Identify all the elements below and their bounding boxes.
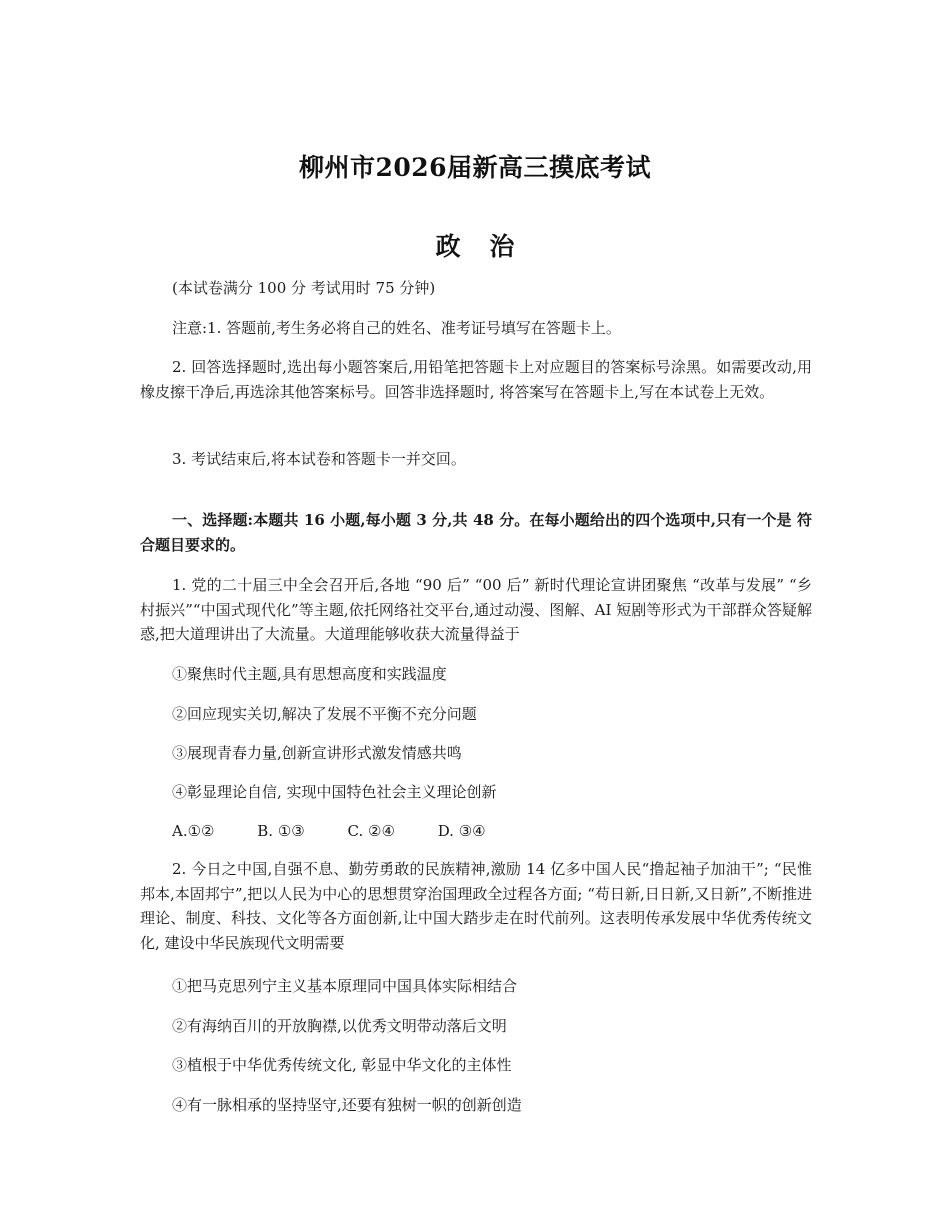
option-b: B. ①③ xyxy=(257,822,305,840)
question-2-item-4: ④有一脉相承的坚持坚守,还要有独树一帜的创新创造 xyxy=(172,1096,522,1114)
option-d: D. ③④ xyxy=(437,822,486,840)
question-2-item-3: ③植根于中华优秀传统文化, 彰显中华文化的主体性 xyxy=(172,1056,512,1074)
question-1-item-2: ②回应现实关切,解决了发展不平衡不充分问题 xyxy=(172,705,477,723)
section-heading: 一、选择题:本题共 16 小题,每小题 3 分,共 48 分。在每小题给出的四个选项中,只有一个是 符合题目要求的。 xyxy=(140,511,812,554)
question-1-item-3: ③展现青春力量,创新宣讲形式激发情感共鸣 xyxy=(172,744,462,762)
question-2-stem: 2. 今日之中国,自强不息、勤劳勇敢的民族精神,激励 14 亿多中国人民“撸起袖子加油干”; “民惟邦本,本固邦宁”,把以人民为中心的思想贯穿治国理政全过程各方面; “苟日新,日日新,又日新”,不断推进理论、制度、科技、文化等各方面创新,让中国大踏步走在时代前列。这表明传承发展中华优秀传统文化, 建设中华民族现代文明需要 xyxy=(140,860,812,952)
question-1-options xyxy=(172,819,812,843)
question-1-item-4: ④彰显理论自信, 实现中国特色社会主义理论创新 xyxy=(172,783,497,801)
note-2: 2. 回答选择题时,选出每小题答案后,用铅笔把答题卡上对应题目的答案标号涂黑。如需要改动,用橡皮擦干净后,再选涂其他答案标号。回答非选择题时, 将答案写在答题卡上,写在本试卷上无效。 xyxy=(140,358,812,401)
question-2-item-1: ①把马克思列宁主义基本原理同中国具体实际相结合 xyxy=(172,977,518,995)
subject-title: 政 治 xyxy=(435,232,525,261)
note-3: 3. 考试结束后,将本试卷和答题卡一并交回。 xyxy=(172,450,466,468)
question-2-item-2: ②有海纳百川的开放胸襟,以优秀文明带动落后文明 xyxy=(172,1017,507,1035)
exam-info: (本试卷满分 100 分 考试用时 75 分钟) xyxy=(172,279,436,297)
option-a: A.①② xyxy=(172,822,215,840)
note-1: 注意:1. 答题前,考生务必将自己的姓名、准考证号填写在答题卡上。 xyxy=(172,319,621,337)
exam-title: 柳州市2026届新高三摸底考试 xyxy=(298,153,652,182)
question-1-stem: 1. 党的二十届三中全会召开后,各地 “90 后” “00 后” 新时代理论宣讲团聚焦 “改革与发展” “乡村振兴”“中国式现代化”等主题,依托网络社交平台,通过动漫、图解、AI 短剧等形式为干部群众答疑解惑,把大道理讲出了大流量。大道理能够收获大流量得益于 xyxy=(140,576,812,643)
question-1-item-1: ①聚焦时代主题,具有思想高度和实践温度 xyxy=(172,665,447,683)
option-c: C. ②④ xyxy=(347,822,395,840)
